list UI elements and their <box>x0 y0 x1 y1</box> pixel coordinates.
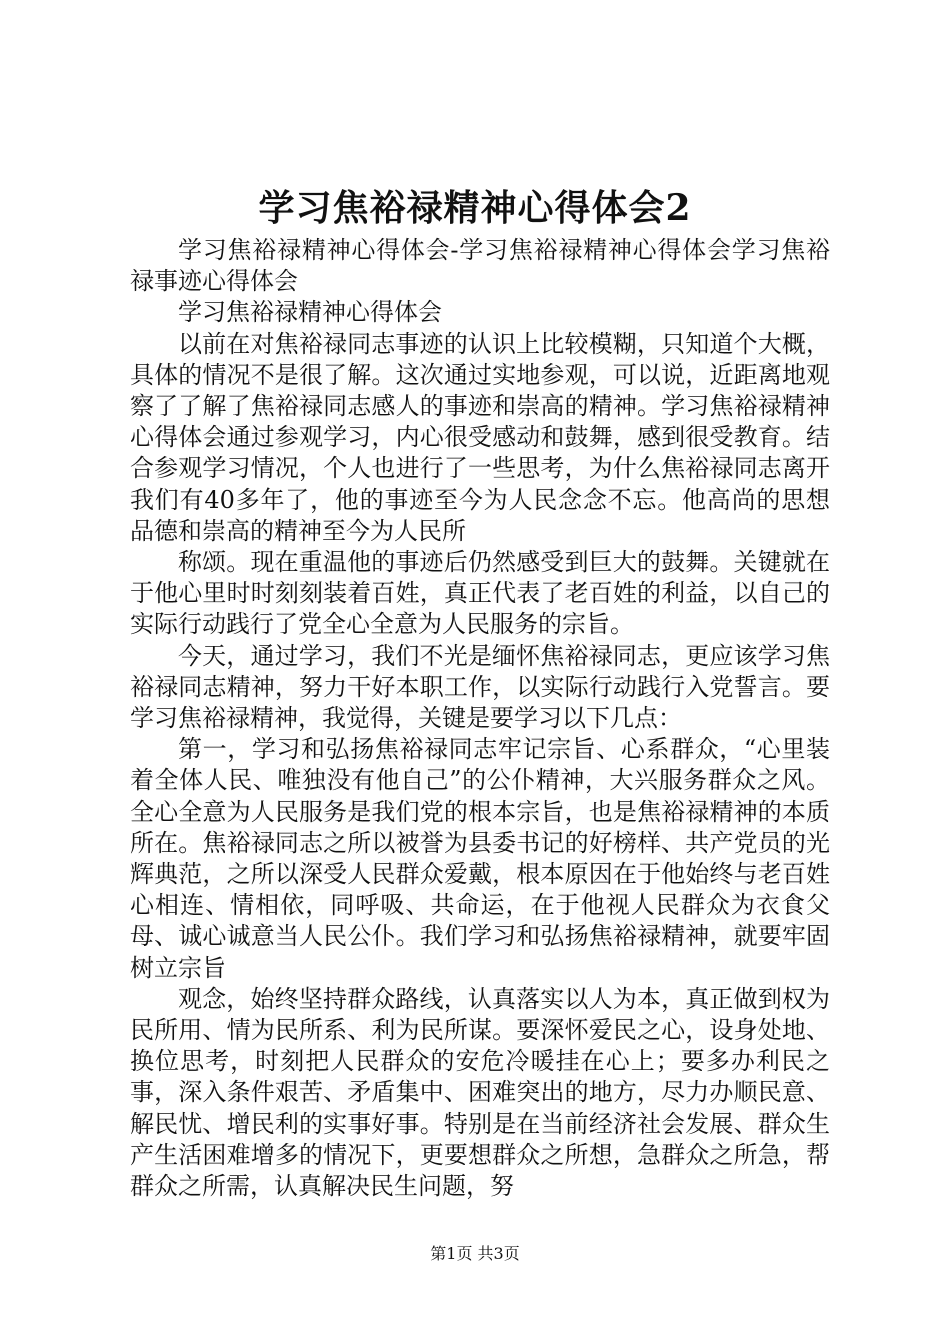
paragraph: 观念，始终坚持群众路线，认真落实以人为本，真正做到权为民所用、情为民所系、利为民所谋。要深怀爱民之心，设身处地、换位思考，时刻把人民群众的安危冷暖挂在心上；要多办利民之事，深入条件艰苦、矛盾集中、困难突出的地方，尽力办顺民意、解民忧、增民利的实事好事。特别是在当前经济社会发展、群众生产生活困难增多的情况下，更要想群众之所想，急群众之所急，帮群众之所需，认真解决民生问题，努 <box>130 984 830 1201</box>
paragraph-intro: 学习焦裕禄精神心得体会-学习焦裕禄精神心得体会学习焦裕禄事迹心得体会 <box>130 236 830 296</box>
page-number-footer: 第1页 共3页 <box>430 1244 520 1263</box>
paragraph: 以前在对焦裕禄同志事迹的认识上比较模糊，只知道个大概，具体的情况不是很了解。这次通过实地参观，可以说，近距离地观察了了解了焦裕禄同志感人的事迹和崇高的精神。学习焦裕禄精神心得体会通过参观学习，内心很受感动和鼓舞，感到很受教育。结合参观学习情况，个人也进行了一些思考，为什么焦裕禄同志离开我们有40多年了，他的事迹至今为人民念念不忘。他高尚的思想品德和崇高的精神至今为人民所 <box>130 329 830 545</box>
paragraph-subheading: 学习焦裕禄精神心得体会 <box>178 298 442 327</box>
paragraph: 第一，学习和弘扬焦裕禄同志牢记宗旨、心系群众，“心里装着全体人民、唯独没有他自己”的公仆精神，大兴服务群众之风。全心全意为人民服务是我们党的根本宗旨，也是焦裕禄精神的本质所在。焦裕禄同志之所以被誉为县委书记的好榜样、共产党员的光辉典范，之所以深受人民群众爱戴，根本原因在于他始终与老百姓心相连、情相依，同呼吸、共命运，在于他视人民群众为衣食父母、诚心诚意当人民公仆。我们学习和弘扬焦裕禄精神，就要牢固树立宗旨 <box>130 735 830 982</box>
document-title: 学习焦裕禄精神心得体会2 <box>258 187 692 229</box>
paragraph: 称颂。现在重温他的事迹后仍然感受到巨大的鼓舞。关键就在于他心里时时刻刻装着百姓，真正代表了老百姓的利益，以自己的实际行动践行了党全心全意为人民服务的宗旨。 <box>130 548 830 639</box>
document-body <box>130 235 830 1202</box>
paragraph: 今天，通过学习，我们不光是缅怀焦裕禄同志，更应该学习焦裕禄同志精神，努力干好本职工作，以实际行动践行入党誓言。要学习焦裕禄精神，我觉得，关键是要学习以下几点： <box>130 641 830 733</box>
